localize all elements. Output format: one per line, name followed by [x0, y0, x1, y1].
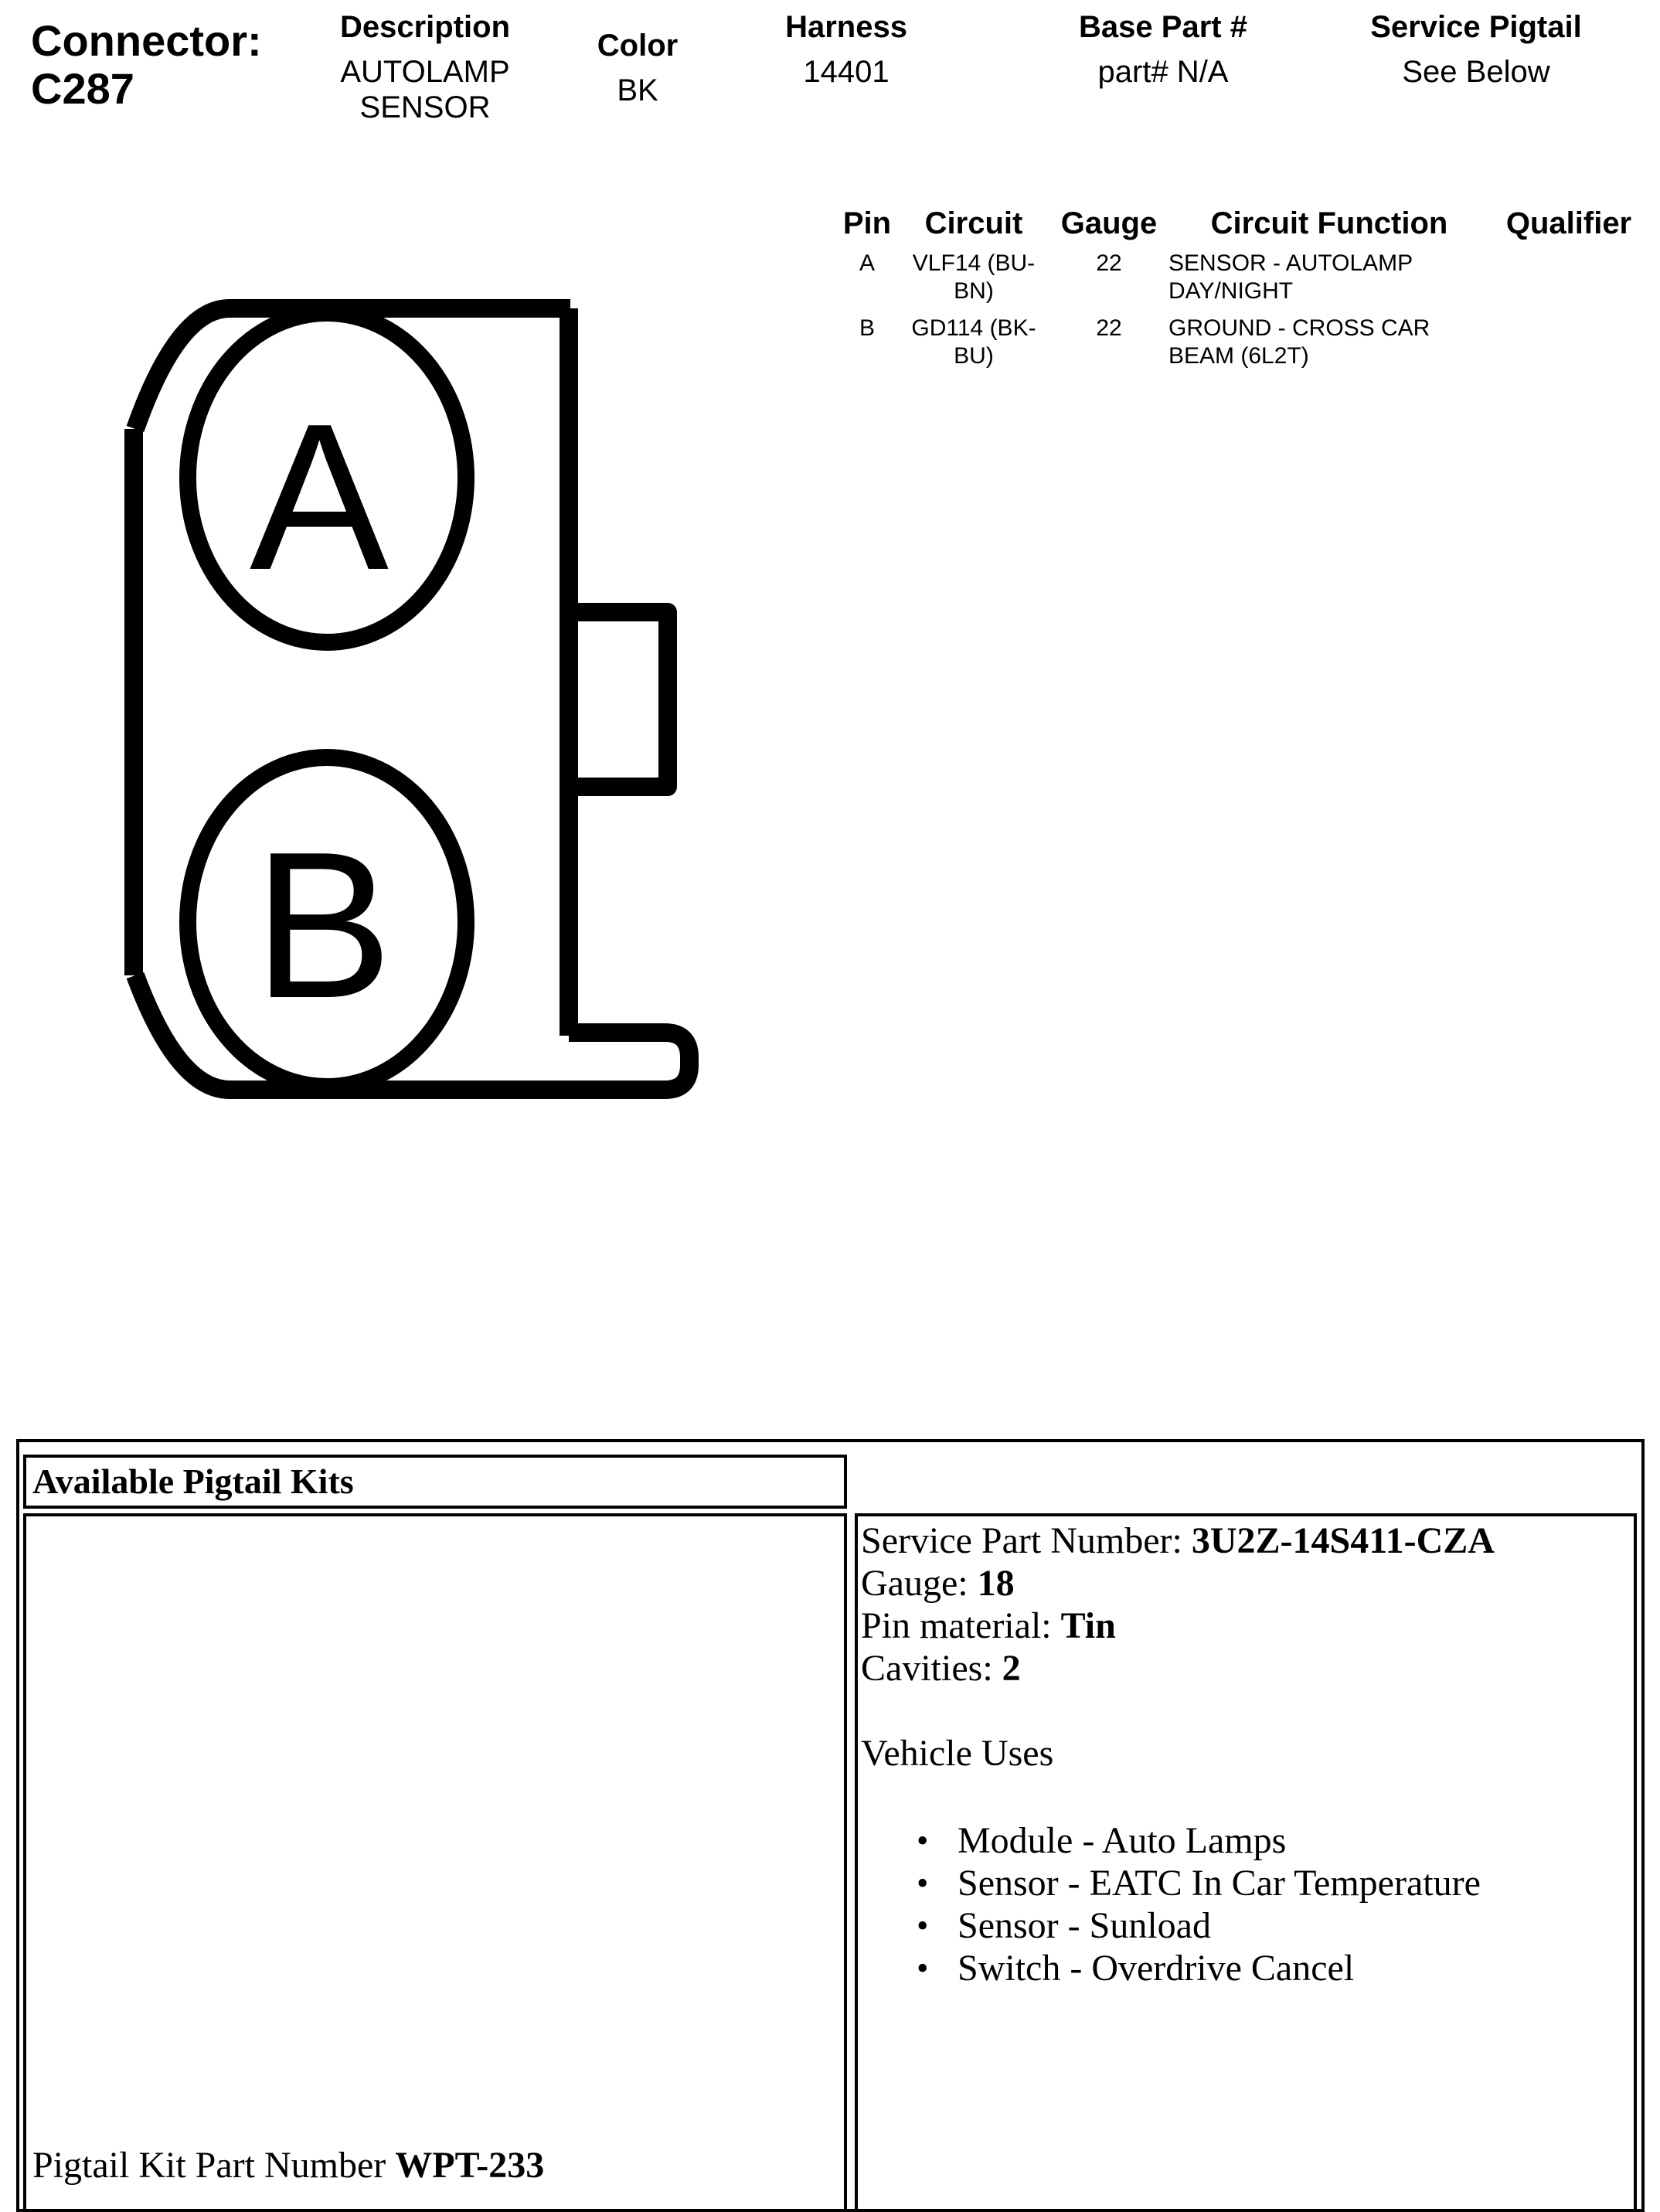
cavities-value: 2	[1002, 1648, 1021, 1689]
circuit-function-header: Circuit Function	[1210, 206, 1448, 240]
qualifier-header: Qualifier	[1505, 206, 1632, 240]
circuit-header: Circuit	[924, 206, 1023, 240]
locking-tab	[569, 612, 668, 787]
circuit-a-cell	[896, 250, 1051, 305]
circuit-b-line1: GD114 (BK-	[911, 315, 1036, 341]
color-label: Color	[597, 29, 679, 63]
pigtail-kit-cell	[23, 1513, 847, 2209]
service-pigtail-value: See Below	[1402, 55, 1550, 89]
function-a-line2: DAY/NIGHT	[1168, 278, 1294, 304]
connector-id: C287	[31, 64, 134, 113]
pin-material-value: Tin	[1060, 1605, 1116, 1646]
pin-material-label: Pin material:	[861, 1605, 1061, 1646]
harness-column	[742, 9, 951, 90]
base-part-value: part# N/A	[1097, 55, 1229, 89]
service-pigtail-label: Service Pigtail	[1370, 10, 1582, 44]
gauge-a-cell: 22	[1096, 250, 1122, 276]
list-item: • Module - Auto Lamps	[861, 1819, 1495, 1862]
pin-a-cell: A	[859, 250, 875, 276]
harness-label: Harness	[785, 10, 907, 44]
color-value: BK	[617, 73, 658, 107]
circuit-a-line2: BN)	[954, 278, 994, 304]
cavities-line	[861, 1647, 1495, 1690]
pin-material-line	[861, 1605, 1495, 1647]
harness-value: 14401	[803, 55, 890, 89]
list-item: • Sensor - Sunload	[861, 1904, 1495, 1947]
function-b-line1: GROUND - CROSS CAR	[1168, 315, 1430, 341]
service-part-line	[861, 1519, 1495, 1562]
function-b-cell	[1168, 315, 1478, 370]
gauge-header: Gauge	[1060, 206, 1158, 240]
pigtail-title-cell	[23, 1455, 847, 1509]
gauge-value: 18	[977, 1563, 1015, 1604]
pigtail-kit-label: Pigtail Kit Part Number	[32, 2145, 396, 2186]
pigtail-kit-value: WPT-233	[395, 2145, 545, 2186]
gauge-b-cell: 22	[1096, 315, 1122, 341]
cavities-label: Cavities:	[861, 1648, 1002, 1689]
function-b-line2: BEAM (6L2T)	[1168, 343, 1309, 369]
vehicle-uses-label: Vehicle Uses	[861, 1733, 1054, 1774]
circuit-b-line2: BU)	[954, 343, 994, 369]
circuit-a-line1: VLF14 (BU-	[912, 250, 1036, 276]
function-a-cell	[1168, 250, 1478, 305]
gauge-line	[861, 1562, 1495, 1605]
list-item: • Switch - Overdrive Cancel	[861, 1947, 1495, 1989]
service-part-label: Service Part Number:	[861, 1520, 1192, 1561]
circuit-b-cell	[896, 315, 1051, 370]
cavity-b-label: B	[253, 809, 393, 1042]
connector-label: Connector:	[31, 16, 262, 65]
description-line2: SENSOR	[359, 90, 491, 124]
pin-b-cell: B	[859, 315, 875, 341]
function-a-line1: SENSOR - AUTOLAMP	[1168, 250, 1413, 276]
service-part-value: 3U2Z-14S411-CZA	[1191, 1520, 1495, 1561]
pigtail-details	[861, 1519, 1495, 1989]
vehicle-uses-list	[861, 1819, 1495, 1989]
base-part-label: Base Part #	[1079, 10, 1247, 44]
cavity-a-label: A	[249, 381, 389, 614]
pin-header: Pin	[842, 206, 892, 240]
service-pigtail-column	[1329, 9, 1623, 90]
list-item: • Sensor - EATC In Car Temperature	[861, 1862, 1495, 1904]
base-part-column	[1036, 9, 1291, 90]
pigtail-kit-number	[32, 2144, 544, 2186]
pigtail-title: Available Pigtail Kits	[32, 1462, 354, 1501]
description-line1: AUTOLAMP	[340, 55, 510, 89]
gauge-label: Gauge:	[861, 1563, 978, 1604]
pigtail-details-cell	[855, 1513, 1637, 2209]
description-label: Description	[339, 10, 511, 44]
connector-face-diagram	[0, 0, 773, 1159]
